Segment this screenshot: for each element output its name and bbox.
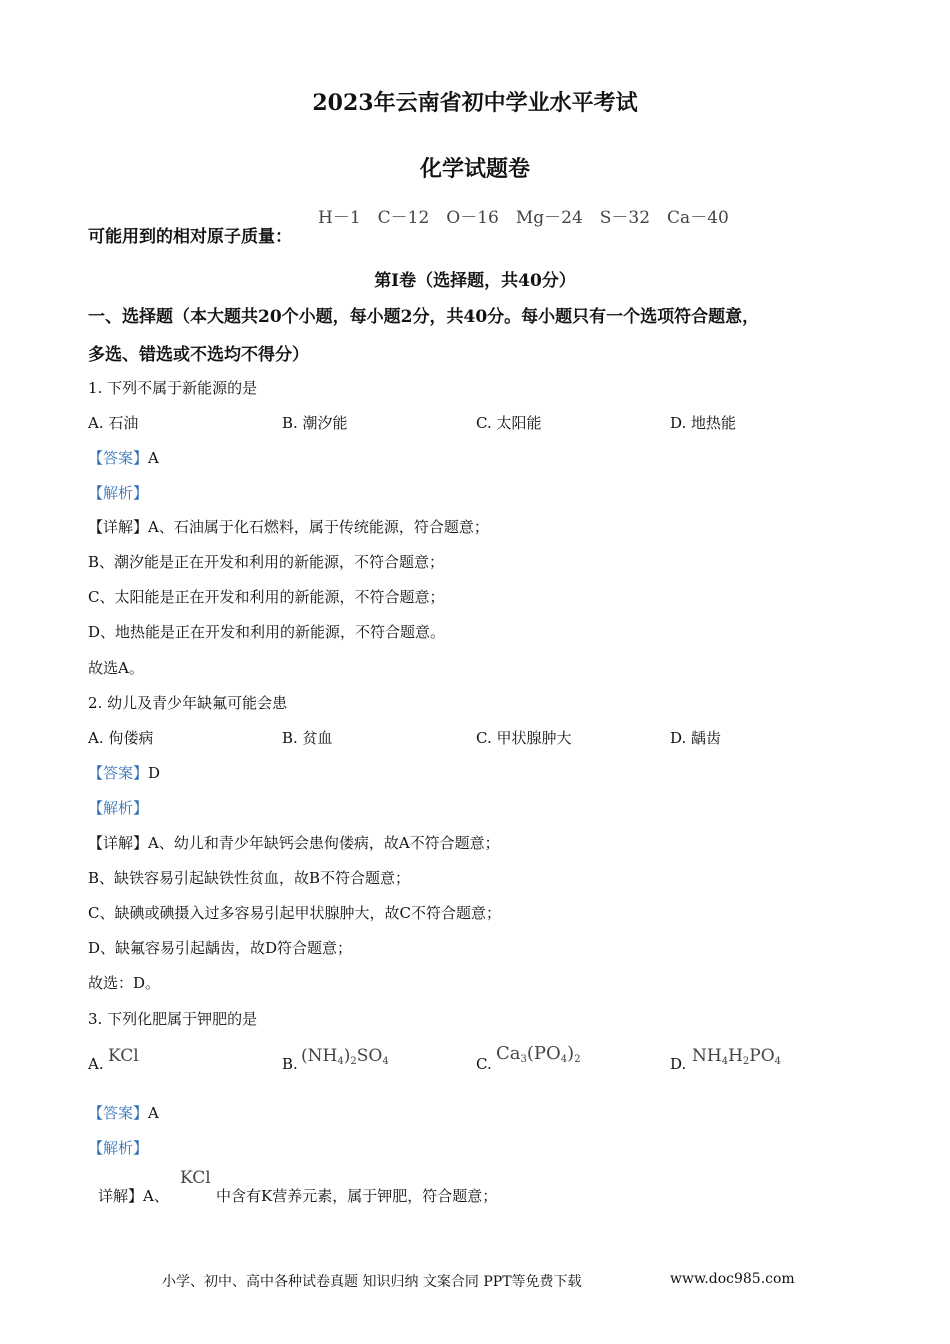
q3-detail-formula: KCl bbox=[180, 1168, 211, 1188]
answer-value: A bbox=[148, 1104, 159, 1122]
q1-analysis-tag: 【解析】 bbox=[88, 484, 149, 502]
atomic-mass-label: 可能用到的相对原子质量： bbox=[88, 227, 292, 247]
exam-subtitle: 化学试题卷 bbox=[419, 156, 530, 182]
q3-formula-a: KCl bbox=[108, 1046, 139, 1066]
q3-detail-prefix: 详解】A、 bbox=[98, 1187, 169, 1205]
q2-analysis-tag: 【解析】 bbox=[88, 799, 149, 817]
q3-stem: 3. 下列化肥属于钾肥的是 bbox=[88, 1010, 258, 1028]
q1-option-c: C. 太阳能 bbox=[476, 414, 542, 432]
answer-value: A bbox=[148, 449, 159, 467]
q1-conclusion: 故选A。 bbox=[88, 659, 144, 677]
q1-detail-1: 【详解】A、石油属于化石燃料，属于传统能源，符合题意； bbox=[88, 518, 489, 536]
q3-option-c-letter: C. bbox=[476, 1055, 492, 1073]
q1-detail-3: C、太阳能是正在开发和利用的新能源，不符合题意； bbox=[88, 588, 445, 606]
q2-detail-3: C、缺碘或碘摄入过多容易引起甲状腺肿大，故C不符合题意； bbox=[88, 904, 501, 922]
section-heading-line2: 多选、错选或不选均不得分） bbox=[88, 345, 309, 365]
q2-option-c: C. 甲状腺肿大 bbox=[476, 729, 572, 747]
q3-option-a-letter: A. bbox=[88, 1055, 104, 1073]
q2-detail-4: D、缺氟容易引起龋齿，故D符合题意； bbox=[88, 939, 353, 957]
q3-analysis-tag: 【解析】 bbox=[88, 1139, 149, 1157]
q3-answer bbox=[88, 1102, 159, 1123]
q1-detail-4: D、地热能是正在开发和利用的新能源，不符合题意。 bbox=[88, 623, 446, 641]
q1-stem: 1. 下列不属于新能源的是 bbox=[88, 379, 258, 397]
answer-value: D bbox=[148, 764, 161, 782]
q3-formula-b: $(NH_4)_2SO_4$ bbox=[301, 1046, 389, 1067]
q1-option-b: B. 潮汐能 bbox=[282, 414, 348, 432]
q1-option-d: D. 地热能 bbox=[670, 414, 737, 432]
q2-detail-1: 【详解】A、幼儿和青少年缺钙会患佝偻病，故A不符合题意； bbox=[88, 834, 500, 852]
footer-link[interactable]: www.doc985.com bbox=[670, 1271, 795, 1287]
footer-text: 小学、初中、高中各种试卷真题 知识归纳 文案合同 PPT等免费下载 bbox=[162, 1274, 582, 1290]
section-heading-line1: 一、选择题（本大题共20个小题，每小题2分，共40分。每小题只有一个选项符合题意， bbox=[88, 307, 760, 327]
answer-tag: 【答案】 bbox=[88, 449, 149, 467]
q2-option-d: D. 龋齿 bbox=[670, 729, 722, 747]
answer-tag: 【答案】 bbox=[88, 1104, 149, 1122]
q1-option-a: A. 石油 bbox=[88, 414, 139, 432]
q3-detail-suffix: 中含有K营养元素，属于钾肥，符合题意； bbox=[216, 1187, 498, 1205]
q1-answer bbox=[88, 447, 159, 468]
q1-detail-2: B、潮汐能是正在开发和利用的新能源，不符合题意； bbox=[88, 553, 445, 571]
q2-stem: 2. 幼儿及青少年缺氟可能会患 bbox=[88, 694, 288, 712]
answer-tag: 【答案】 bbox=[88, 764, 149, 782]
q3-formula-c: $Ca_3(PO_4)_2$ bbox=[496, 1043, 581, 1065]
q3-formula-d: $NH_4H_2PO_4$ bbox=[692, 1046, 782, 1067]
q3-option-d-letter: D. bbox=[670, 1055, 687, 1073]
q3-option-b-letter: B. bbox=[282, 1055, 298, 1073]
q2-detail-2: B、缺铁容易引起缺铁性贫血，故B不符合题意； bbox=[88, 869, 411, 887]
exam-title: 2023年云南省初中学业水平考试 bbox=[312, 90, 638, 116]
atomic-mass-values: H－1 C－12 O－16 Mg－24 S－32 Ca－40 bbox=[318, 208, 729, 228]
volume-heading: 第I卷（选择题，共40分） bbox=[374, 271, 576, 291]
q2-answer bbox=[88, 762, 160, 783]
q2-option-b: B. 贫血 bbox=[282, 729, 333, 747]
q2-option-a: A. 佝偻病 bbox=[88, 729, 154, 747]
q2-conclusion: 故选：D。 bbox=[88, 974, 161, 992]
